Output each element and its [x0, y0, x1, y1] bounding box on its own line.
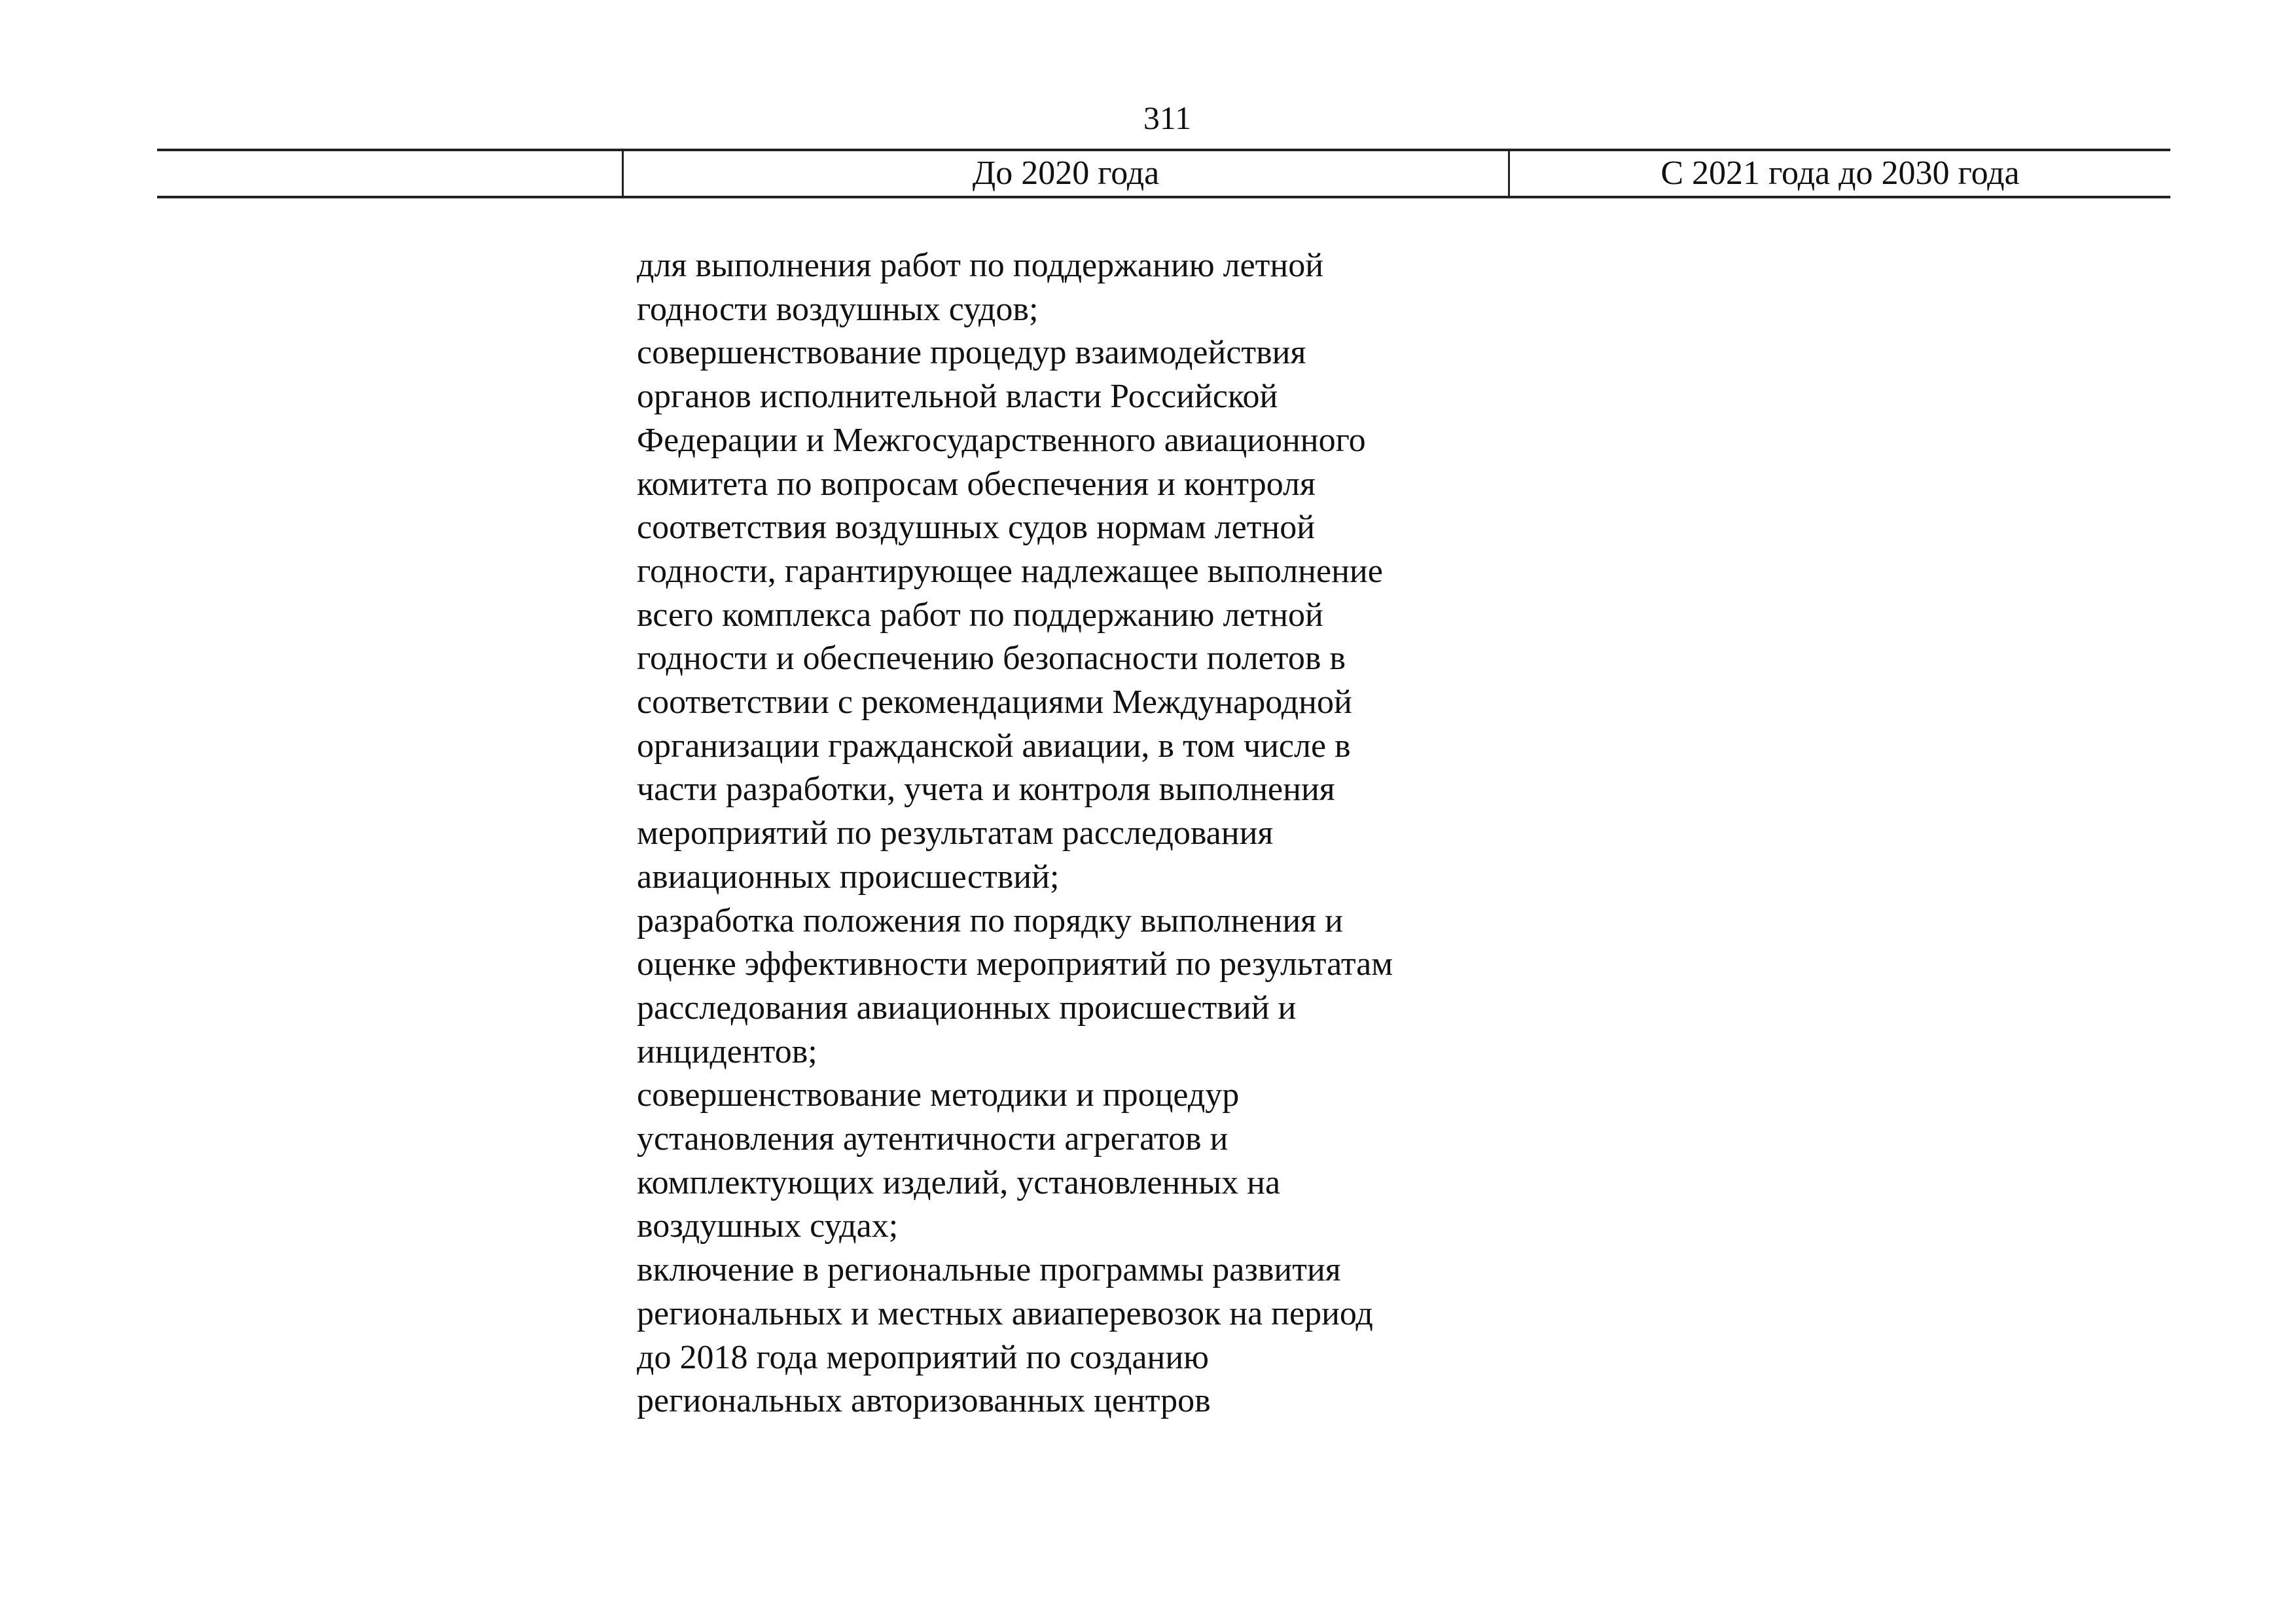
text-line: соответствии с рекомендациями Международной [637, 684, 1352, 721]
text-line: всего комплекса работ по поддержанию летной [637, 596, 1323, 634]
header-cell-empty [157, 151, 622, 196]
text-line: комплектующих изделий, установленных на [637, 1163, 1281, 1201]
text-line: годности, гарантирующее надлежащее выполнение [637, 552, 1383, 590]
header-cell-until-2020: До 2020 года [622, 151, 1508, 196]
text-line: годности воздушных судов; [637, 290, 1039, 328]
text-line: мероприятий по результатам расследования [637, 814, 1274, 852]
text-line: до 2018 года мероприятий по созданию [637, 1338, 1210, 1376]
text-line: разработка положения по порядку выполнения и [637, 902, 1343, 939]
text-line: региональных авторизованных центров [637, 1382, 1211, 1420]
text-line: соответствия воздушных судов нормам летной [637, 509, 1316, 547]
text-line: инцидентов; [637, 1032, 817, 1070]
text-line: Федерации и Межгосударственного авиационного [637, 421, 1366, 459]
text-line: установления аутентичности агрегатов и [637, 1120, 1229, 1158]
text-line: организации гражданской авиации, в том числе в [637, 727, 1351, 765]
text-line: авиационных происшествий; [637, 858, 1060, 896]
text-line: комитета по вопросам обеспечения и контроля [637, 465, 1316, 503]
text-line: части разработки, учета и контроля выполнения [637, 771, 1335, 809]
header-cell-2021-2030: С 2021 года до 2030 года [1508, 151, 2170, 196]
table-header [157, 149, 2170, 198]
text-line: оценке эффективности мероприятий по результатам [637, 945, 1393, 983]
text-line: расследования авиационных происшествий и [637, 989, 1297, 1027]
text-line: совершенствование процедур взаимодействия [637, 334, 1306, 372]
text-line: совершенствование методики и процедур [637, 1076, 1240, 1114]
text-line: органов исполнительной власти Российской [637, 378, 1278, 416]
body-text [637, 244, 1566, 1423]
text-line: для выполнения работ по поддержанию летной [637, 247, 1324, 284]
text-line: воздушных судах; [637, 1207, 899, 1245]
text-line: включение в региональные программы развития [637, 1251, 1341, 1289]
text-line: региональных и местных авиаперевозок на период [637, 1294, 1373, 1332]
text-line: годности и обеспечению безопасности полетов в [637, 640, 1346, 678]
page-number: 311 [1143, 100, 1192, 136]
